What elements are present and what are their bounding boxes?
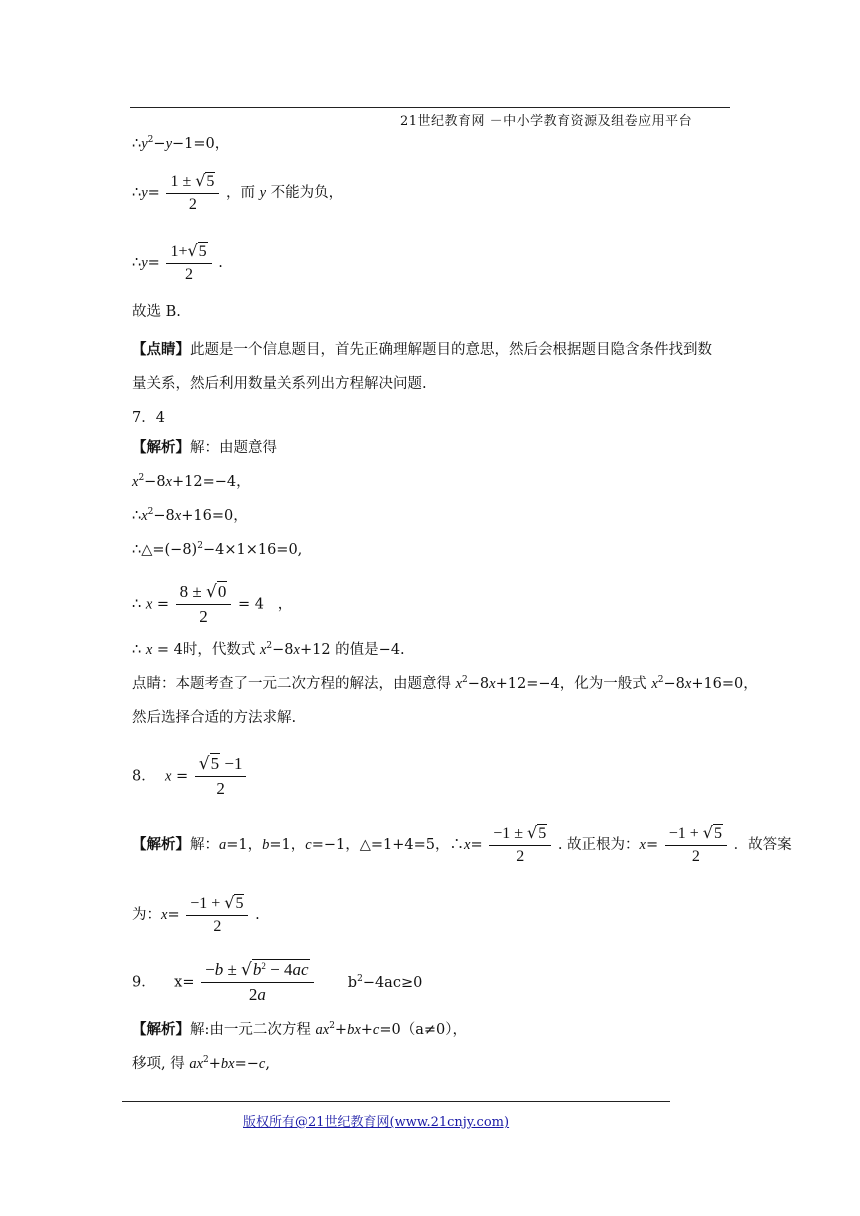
fraction: $\frac{-1 \pm √5}{2}$ (489, 822, 551, 868)
line-1: $\therefore y^2-y-1=0$， (132, 135, 230, 152)
line-13: ∴ x = 4时，代数式 $x^2-8x+12$ 的值是−4. (132, 641, 405, 658)
fraction: $\frac{8 \pm √0}{2}$ (176, 580, 232, 629)
header-rule (130, 107, 730, 108)
line-5 (132, 340, 712, 360)
jiexi-tag: 【解析】 (132, 1021, 190, 1038)
line-11: $\therefore\triangle=(-8)^2-4\times 1\times 16=0$, (132, 541, 303, 558)
footer-copyright-link[interactable]: 版权所有@21世纪教育网(www.21cnjy.com) (243, 1115, 510, 1130)
line-7: 7．4 (132, 410, 165, 426)
jiexi-tag: 【解析】 (132, 836, 190, 853)
dianjing-text: 此题是一个信息题目，首先正确理解题目的意思，然后会根据题目隐含条件找到数 (190, 342, 712, 358)
therefore-symbol: ∴ (132, 136, 142, 152)
fraction: $\frac{-1 + √5}{2}$ (186, 892, 248, 938)
fraction: $\frac{-1 + √5}{2}$ (665, 822, 727, 868)
line-18: 为：x= $\frac{-1 + √5}{2}$ . (132, 892, 260, 938)
line-15: 然后选择合适的方法求解. (132, 710, 297, 726)
fraction: $\frac{-b \pm √b^2 - 4ac}{2a}$ (201, 958, 313, 1007)
header-title: 21世纪教育网 －中小学教育资源及组卷应用平台 (400, 114, 693, 129)
footer-rule (122, 1101, 670, 1102)
line-8 (132, 438, 277, 458)
fraction: $\frac{1 \pm √5}{2}$ (166, 170, 219, 216)
fraction: $\frac{√5 -1}{2}$ (195, 752, 247, 801)
line-3: ∴y= $\frac{1+√5}{2}$ . (132, 240, 223, 286)
line-6: 量关系，然后利用数量关系列出方程解决问题. (132, 376, 427, 392)
line-9: $x^2-8x+12=-4$， (132, 473, 251, 490)
line-2: ∴y= $\frac{1 \pm √5}{2}$ ，而 y 不能为负， (132, 170, 343, 216)
line-17: 【解析】解：a=1，b=1，c=−1，△=1+4=5，∴x= $\frac{-1 \pm √5}{2}$ . 故正根为：x= $\frac{-1 + √5}{2}$ ．故答案 (132, 822, 792, 868)
line-4: 故选 B. (132, 304, 181, 320)
dianjing-tag: 【点睛】 (132, 341, 190, 358)
line-12: ∴ x = $\frac{8 \pm √0}{2}$ = 4 ， (132, 580, 292, 629)
line-16: 8． x = $\frac{√5 -1}{2}$ (132, 752, 248, 801)
line-20: 【解析】解:由一元二次方程 $ax^2+bx+c=0(a\ne 0)$， (132, 1021, 468, 1038)
fraction: $\frac{1+√5}{2}$ (166, 240, 211, 286)
jiexi-text: 解：由题意得 (190, 440, 277, 456)
line-19: 9． x= $\frac{-b \pm √b^2 - 4ac}{2a}$ $b^2-4ac\ge 0$ (132, 958, 422, 1007)
jiexi-tag: 【解析】 (132, 439, 190, 456)
line-21: 移项, 得 $ax^2+bx=-c$, (132, 1055, 270, 1072)
line-10: $\therefore x^2-8x+16=0$， (132, 507, 248, 524)
line-14: 点睛：本题考查了一元二次方程的解法，由题意得 $x^2-8x+12=-4$，化为一般式 $x^2-8x+16=0$， (132, 675, 758, 692)
